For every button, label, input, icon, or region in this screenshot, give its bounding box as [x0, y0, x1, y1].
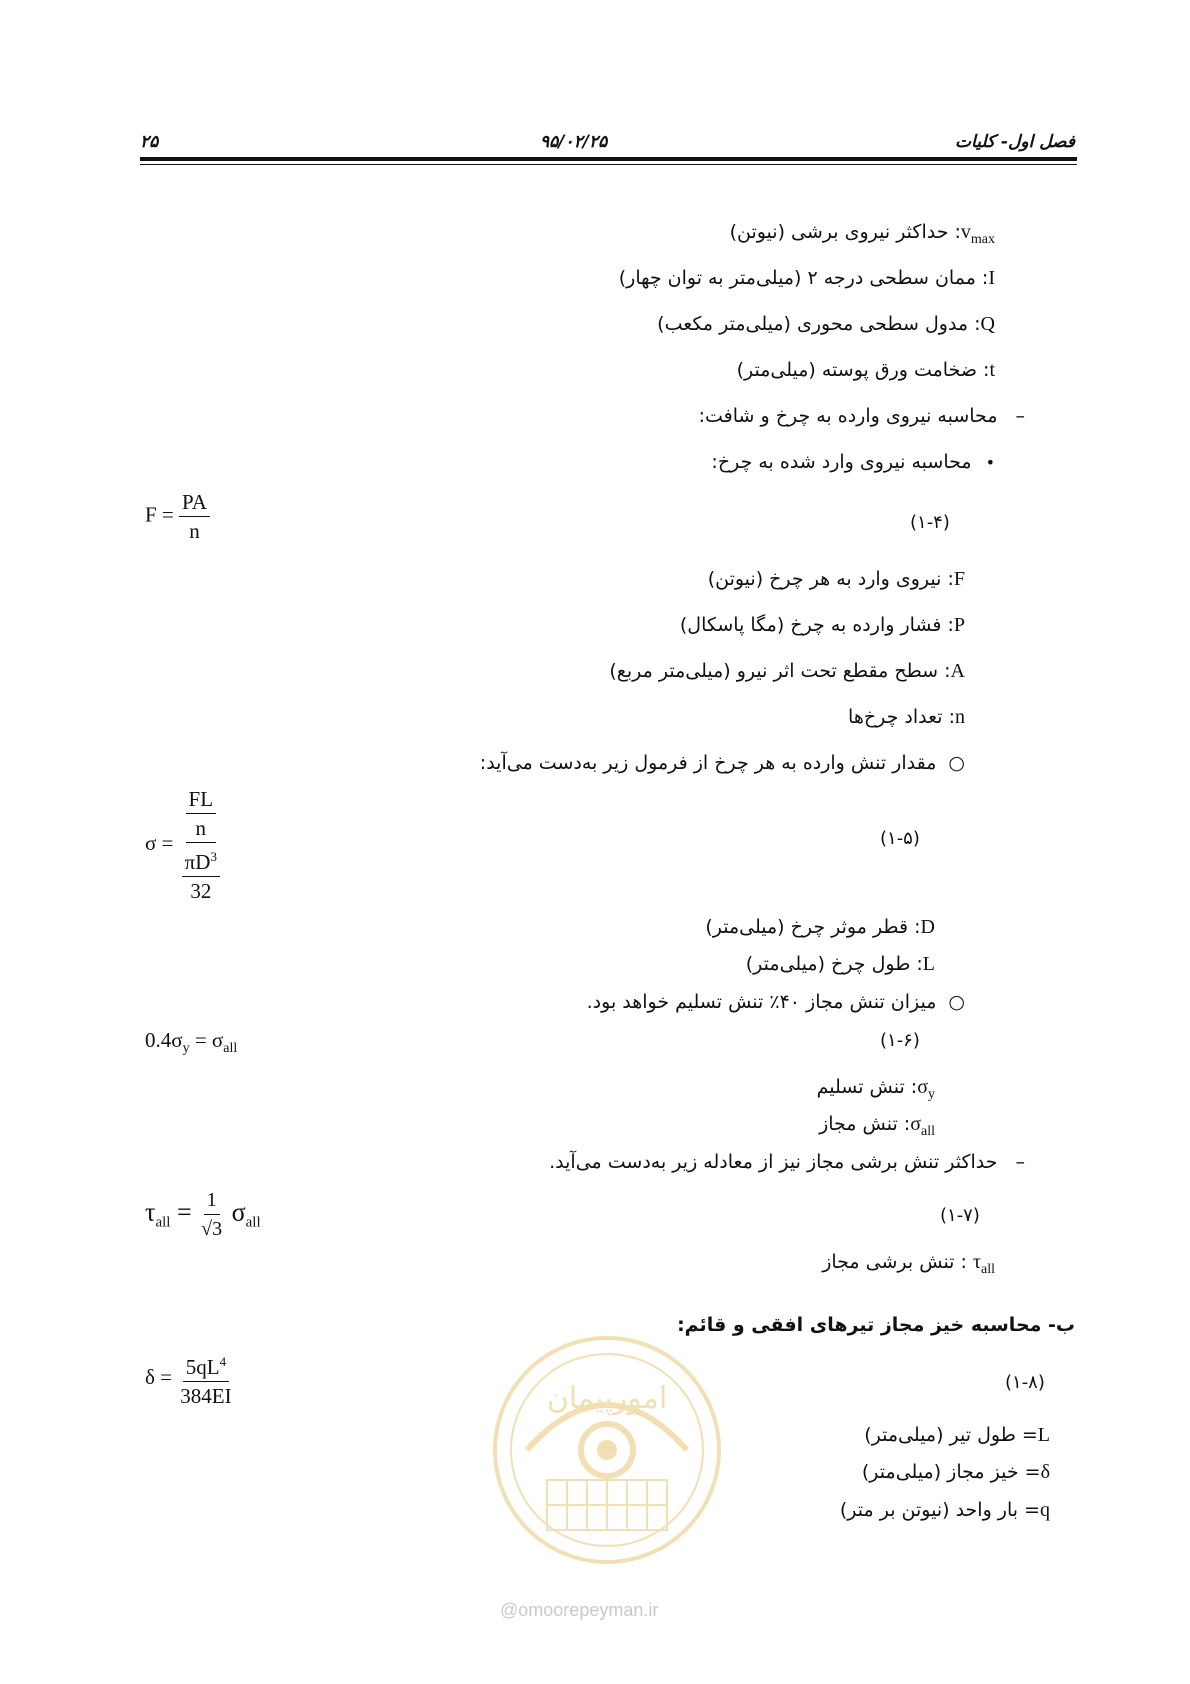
equation-1-6: $0.4\sigma_y = \sigma_{all}$: [145, 1028, 238, 1057]
watermark-url: @omoorepeyman.ir: [500, 1600, 659, 1620]
equation-number-1-6: (۱-۶): [880, 1030, 920, 1051]
section-wheel-title: –محاسبه نیروی وارده به چرخ و شافت:: [698, 405, 1025, 427]
vmax-symbol: $v_{max}$: [960, 221, 995, 247]
equation-1-8: δ = $\frac{5qL^4}{384EI}$: [145, 1350, 235, 1408]
circle-bullet-icon: ○: [948, 991, 965, 1013]
def-I: I: ممان سطحی درجه ۲ (میلی‌متر به توان چهار): [618, 267, 995, 289]
equation-number-1-8: (۱-۸): [1005, 1372, 1045, 1393]
section-b-title: ب- محاسبه خیز مجاز تیرهای افقی و قائم:: [677, 1314, 1075, 1336]
header-rule-thin: [140, 164, 1077, 165]
watermark-logo: [487, 1330, 727, 1570]
def-L-beam: L= طول تیر (میلی‌متر): [864, 1424, 1050, 1446]
equation-number-1-7: (۱-۷): [940, 1205, 980, 1226]
page-number: ۲۵: [140, 132, 159, 152]
def-F: F: نیروی وارد به هر چرخ (نیوتن): [707, 568, 965, 590]
def-D: D: قطر موثر چرخ (میلی‌متر): [705, 916, 935, 938]
def-tau-all: $\tau_{all}$ : تنش برشی مجاز: [822, 1251, 995, 1277]
def-L-wheel: L: طول چرخ (میلی‌متر): [745, 953, 935, 975]
equation-1-4: F = $\frac{PA}{n}$: [145, 490, 210, 543]
bullet-icon: •: [985, 453, 995, 472]
shear-intro: –حداکثر تنش برشی مجاز نیز از معادله زیر به‌دست می‌آید.: [549, 1151, 1025, 1173]
def-sigma-y: $\sigma_y$: تنش تسلیم: [816, 1076, 935, 1102]
def-delta: δ= خیز مجاز (میلی‌متر): [861, 1461, 1050, 1483]
equation-number-1-4: (۱-۴): [910, 512, 950, 533]
header-date: ۹۵/۰۲/۲۵: [540, 132, 608, 152]
allowable-intro: ○میزان تنش مجاز ۴۰٪ تنش تسلیم خواهد بود.: [586, 991, 965, 1013]
equation-1-5: σ = $\frac{\frac{FL}{n}}{\frac{\pi D^3}{32}}$: [145, 787, 223, 903]
def-A: A: سطح مقطع تحت اثر نیرو (میلی‌متر مربع): [609, 660, 965, 682]
def-sigma-all: $\sigma_{all}$: تنش مجاز: [819, 1113, 935, 1139]
stress-intro: ○مقدار تنش وارده به هر چرخ از فرمول زیر به‌دست می‌آید:: [479, 752, 965, 774]
equation-number-1-5: (۱-۵): [880, 828, 920, 849]
at-icon: @: [500, 1600, 519, 1620]
svg-text:امورپیمان: امورپیمان: [546, 1381, 668, 1416]
circle-bullet-icon: ○: [948, 752, 965, 774]
def-t: t: ضخامت ورق پوسته (میلی‌متر): [736, 359, 995, 381]
def-q: q= بار واحد (نیوتن بر متر): [839, 1499, 1050, 1521]
chapter-title: فصل اول- کلیات: [955, 132, 1075, 152]
def-n: n: تعداد چرخ‌ها: [848, 706, 965, 728]
header-rule-thick: [140, 157, 1077, 161]
def-vmax: $v_{max}$: حداکثر نیروی برشی (نیوتن): [729, 221, 995, 247]
def-Q: Q: مدول سطحی محوری (میلی‌متر مکعب): [657, 313, 995, 335]
def-P: P: فشار وارده به چرخ (مگا پاسکال): [679, 614, 965, 636]
equation-1-7: $\tau_{all}$ = $\frac{1}{√3}$ $\sigma_{all}$: [145, 1189, 261, 1240]
subsection-wheel-force: •محاسبه نیروی وارد شده به چرخ:: [711, 451, 995, 473]
